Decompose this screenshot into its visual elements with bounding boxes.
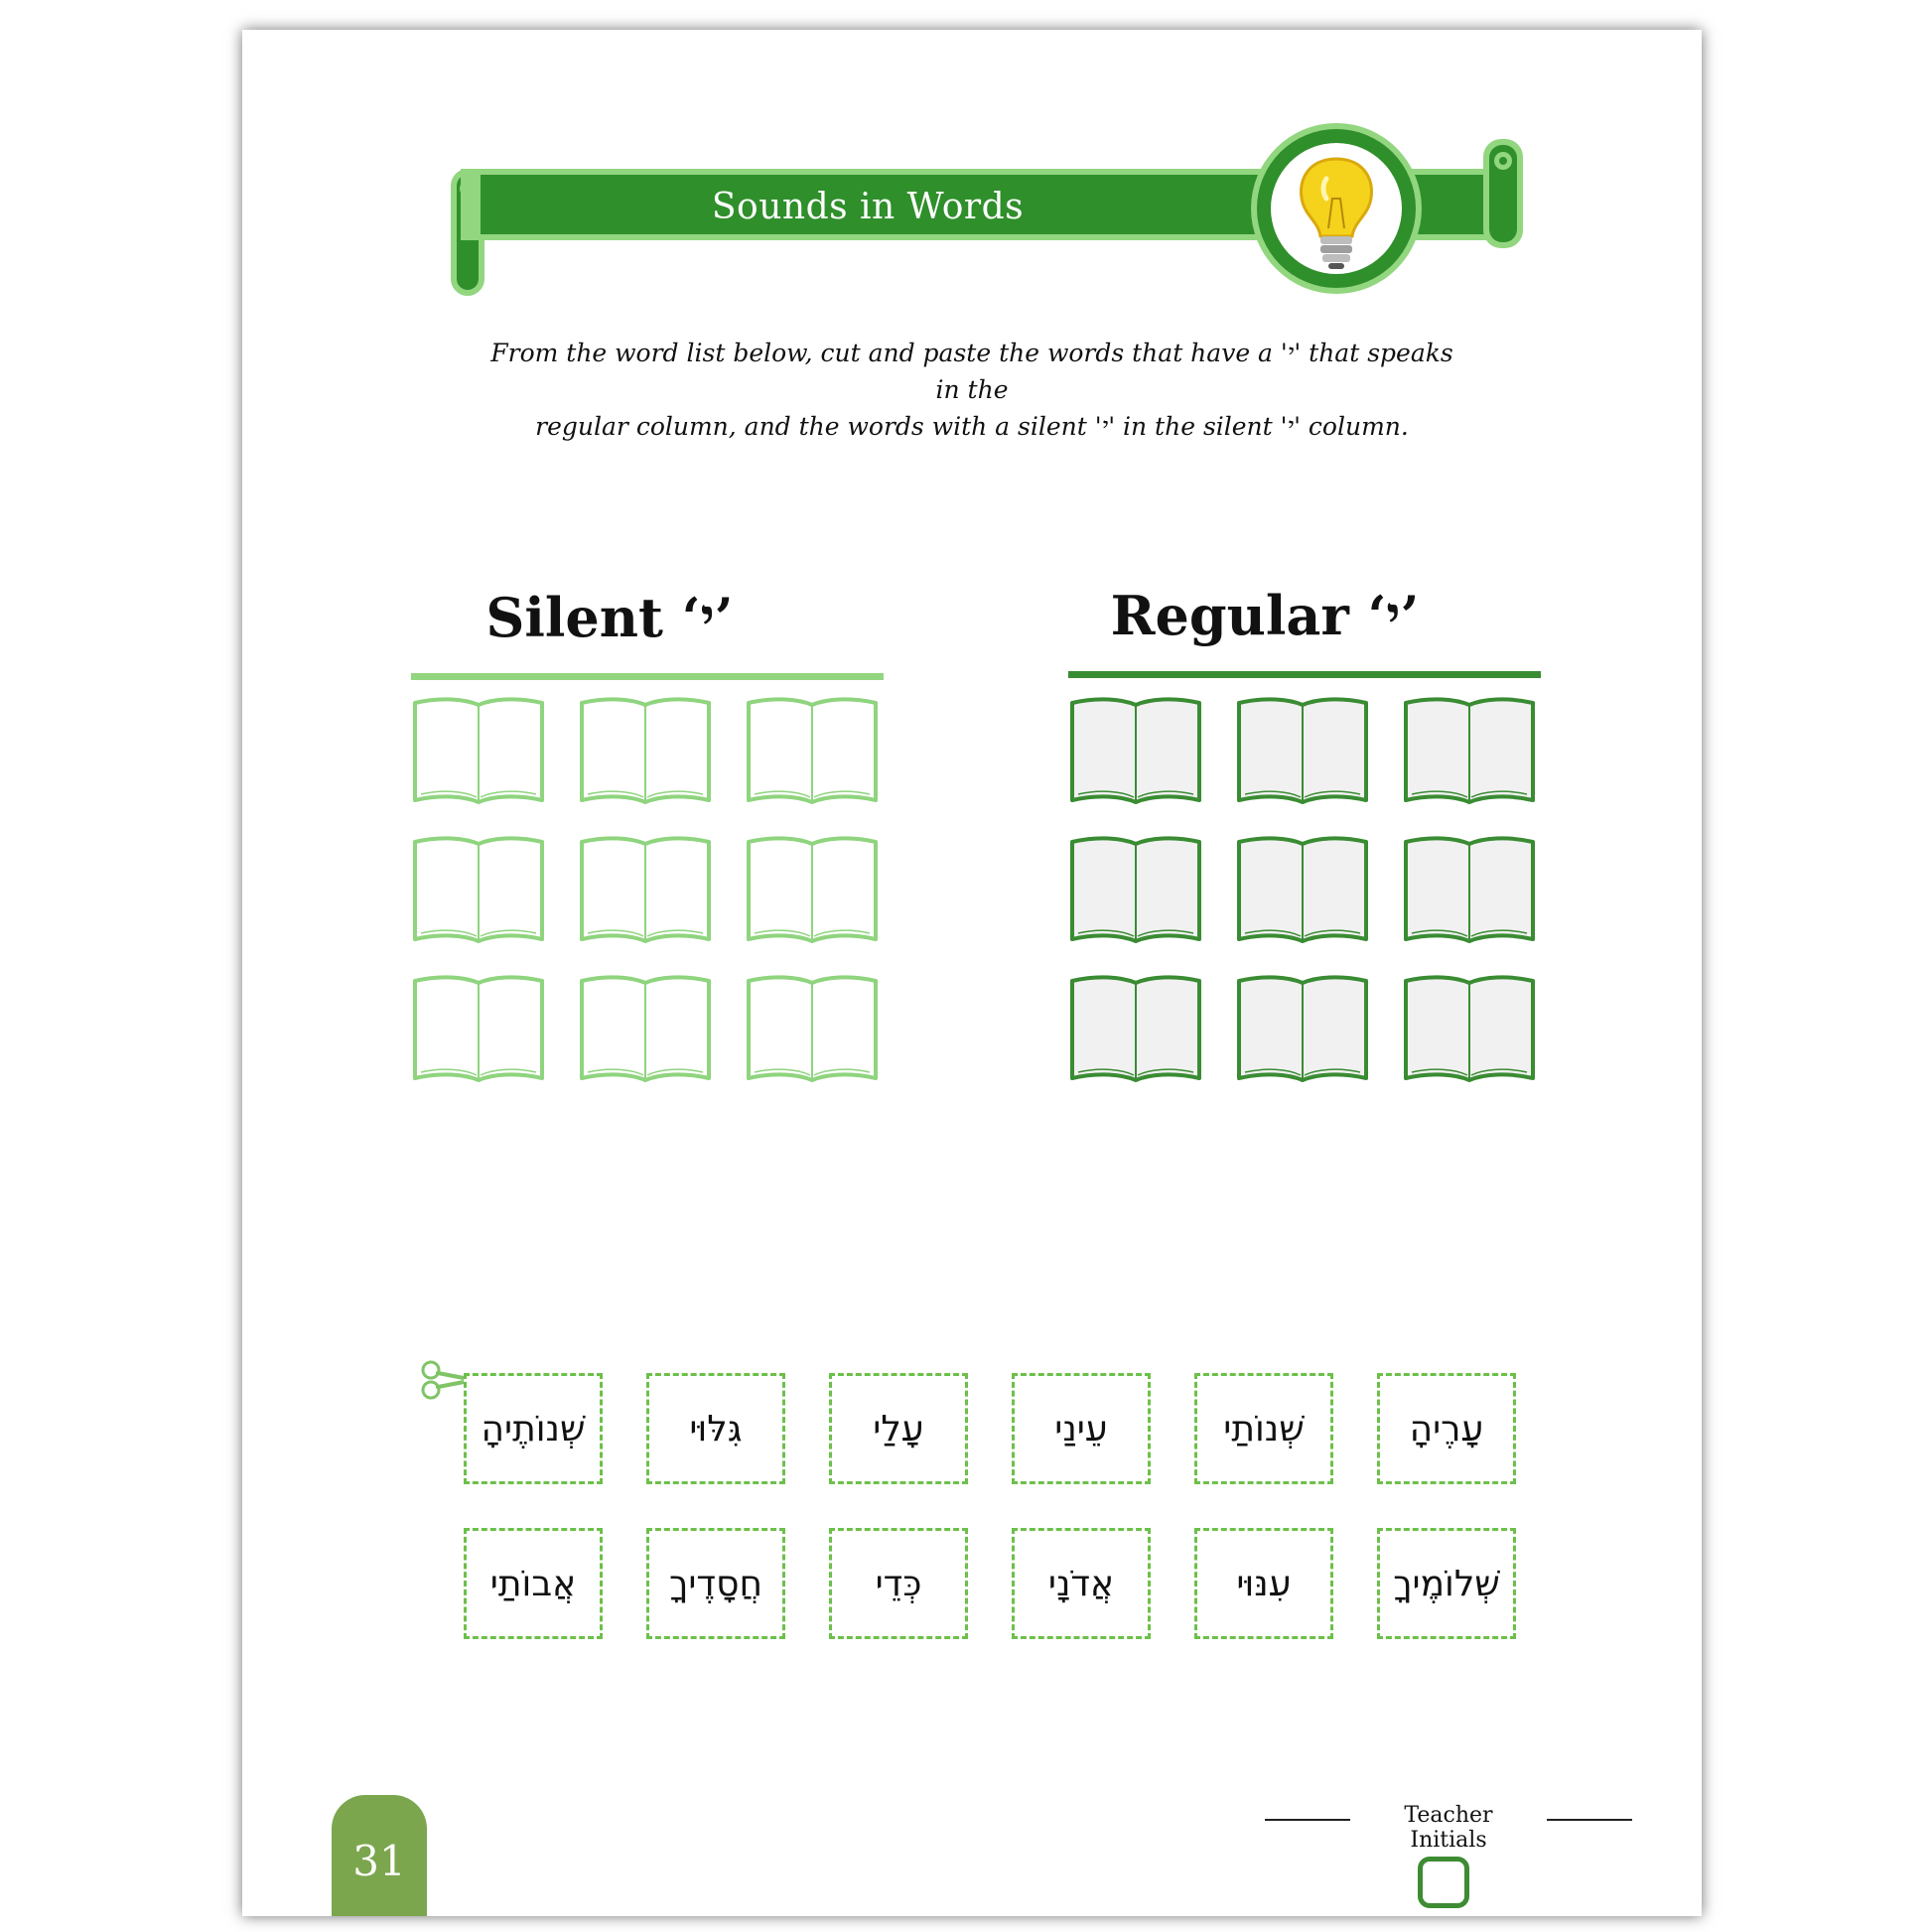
silent-column-rule: [411, 673, 884, 680]
word-card[interactable]: אֲדֹנָי: [1012, 1528, 1151, 1639]
word-card[interactable]: גִּלּוּי: [646, 1373, 785, 1484]
regular-drop-box[interactable]: [1235, 695, 1370, 806]
word-card[interactable]: אֲבוֹתַי: [464, 1528, 603, 1639]
word-card[interactable]: עֵינַי: [1012, 1373, 1151, 1484]
instructions-line-1: From the word list below, cut and paste the words that have a 'י' that speaks in the: [490, 339, 1453, 404]
word-card[interactable]: עִנּוּי: [1194, 1528, 1333, 1639]
cutout-word-grid: [464, 1373, 1516, 1639]
word-card[interactable]: עָלַי: [829, 1373, 968, 1484]
regular-column-rule: [1068, 671, 1541, 678]
instructions: [490, 335, 1453, 445]
word-card[interactable]: שְׁנוֹתֶיהָ: [464, 1373, 603, 1484]
regular-drop-box[interactable]: [1068, 834, 1203, 945]
silent-drop-box[interactable]: [578, 834, 713, 945]
lightbulb-icon: [1247, 119, 1426, 298]
silent-drop-box[interactable]: [411, 834, 546, 945]
word-card[interactable]: שְׁנוֹתַי: [1194, 1373, 1333, 1484]
regular-drop-grid: [1068, 695, 1537, 1084]
silent-drop-box[interactable]: [745, 695, 880, 806]
silent-drop-grid: [411, 695, 880, 1084]
silent-drop-box[interactable]: [411, 695, 546, 806]
word-card[interactable]: עָרֶיהָ: [1377, 1373, 1516, 1484]
regular-drop-box[interactable]: [1235, 973, 1370, 1084]
regular-drop-box[interactable]: [1402, 834, 1537, 945]
word-card[interactable]: כְּדֵי: [829, 1528, 968, 1639]
teacher-line-right: [1547, 1819, 1632, 1821]
regular-drop-box[interactable]: [1402, 973, 1537, 1084]
worksheet-page: [242, 30, 1702, 1916]
silent-drop-box[interactable]: [745, 973, 880, 1084]
regular-drop-box[interactable]: [1068, 695, 1203, 806]
teacher-initials-label: Teacher Initials: [1404, 1803, 1493, 1853]
silent-drop-box[interactable]: [411, 973, 546, 1084]
word-card[interactable]: שְׁלוֹמֶיךָ: [1377, 1528, 1516, 1639]
instructions-line-2: regular column, and the words with a silent 'י' in the silent 'י' column.: [535, 412, 1409, 441]
regular-drop-box[interactable]: [1068, 973, 1203, 1084]
page-number: 31: [332, 1795, 427, 1916]
silent-drop-box[interactable]: [578, 973, 713, 1084]
page-title: Sounds in Words: [711, 187, 1025, 227]
regular-column-title: Regular ‘י’: [1110, 584, 1420, 647]
silent-column-title: Silent ‘י’: [485, 586, 734, 649]
teacher-initials-label-row: [1265, 1799, 1622, 1853]
teacher-initials-box[interactable]: [1418, 1857, 1469, 1908]
silent-drop-box[interactable]: [745, 834, 880, 945]
silent-drop-box[interactable]: [578, 695, 713, 806]
word-card[interactable]: חֲסָדֶיךָ: [646, 1528, 785, 1639]
regular-drop-box[interactable]: [1402, 695, 1537, 806]
regular-drop-box[interactable]: [1235, 834, 1370, 945]
teacher-line-left: [1265, 1819, 1350, 1821]
